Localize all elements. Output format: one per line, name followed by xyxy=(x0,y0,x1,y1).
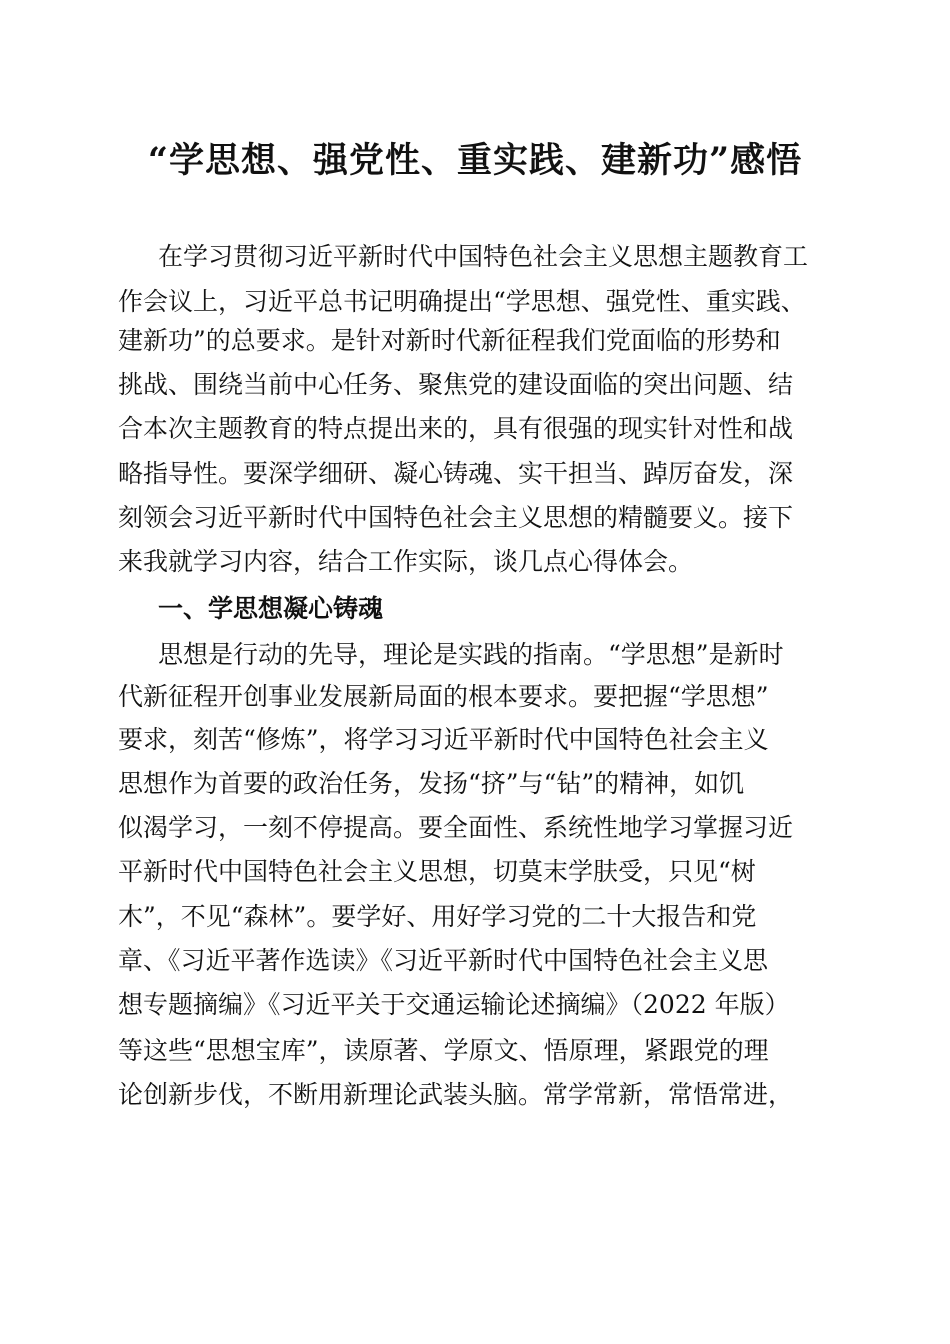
section-line-10: 等这些“思想宝库”，读原著、学原文、悟原理，紧跟党的理 xyxy=(118,1036,769,1065)
intro-line-1: 在学习贯彻习近平新时代中国特色社会主义思想主题教育工 xyxy=(158,242,809,271)
intro-line-8: 来我就学习内容，结合工作实际，谈几点心得体会。 xyxy=(118,547,694,576)
section-heading: 一、学思想凝心铸魂 xyxy=(158,594,384,623)
intro-line-3: 建新功”的总要求。是针对新时代新征程我们党面临的形势和 xyxy=(118,326,781,355)
intro-line-7: 刻领会习近平新时代中国特色社会主义思想的精髓要义。接下 xyxy=(118,503,794,532)
section-line-9: 想专题摘编》《习近平关于交通运输论述摘编》（2022 年版） xyxy=(118,990,790,1019)
section-line-5: 似渴学习，一刻不停提高。要全面性、系统性地学习掌握习近 xyxy=(118,813,794,842)
section-line-6: 平新时代中国特色社会主义思想，切莫末学肤受，只见“树 xyxy=(118,857,756,886)
section-line-1: 思想是行动的先导，理论是实践的指南。“学思想”是新时 xyxy=(158,640,784,669)
document-title: “学思想、强党性、重实践、建新功”感悟 xyxy=(147,140,803,181)
section-line-8: 章、《习近平著作选读》《习近平新时代中国特色社会主义思 xyxy=(118,946,769,975)
section-line-11: 论创新步伐，不断用新理论武装头脑。常学常新，常悟常进， xyxy=(118,1080,794,1109)
intro-line-6: 略指导性。要深学细研、凝心铸魂、实干担当、踔厉奋发，深 xyxy=(118,459,794,488)
section-line-3: 要求，刻苦“修炼”，将学习习近平新时代中国特色社会主义 xyxy=(118,725,769,754)
section-line-7: 木”，不见“森林”。要学好、用好学习党的二十大报告和党 xyxy=(118,902,757,931)
section-line-2: 代新征程开创事业发展新局面的根本要求。要把握“学思想” xyxy=(118,682,769,711)
intro-line-5: 合本次主题教育的特点提出来的，具有很强的现实针对性和战 xyxy=(118,414,794,443)
section-line-4: 思想作为首要的政治任务，发扬“挤”与“钻”的精神，如饥 xyxy=(118,769,745,798)
intro-line-2: 作会议上，习近平总书记明确提出“学思想、强党性、重实践、 xyxy=(118,287,806,316)
intro-line-4: 挑战、围绕当前中心任务、聚焦党的建设面临的突出问题、结 xyxy=(118,370,794,399)
